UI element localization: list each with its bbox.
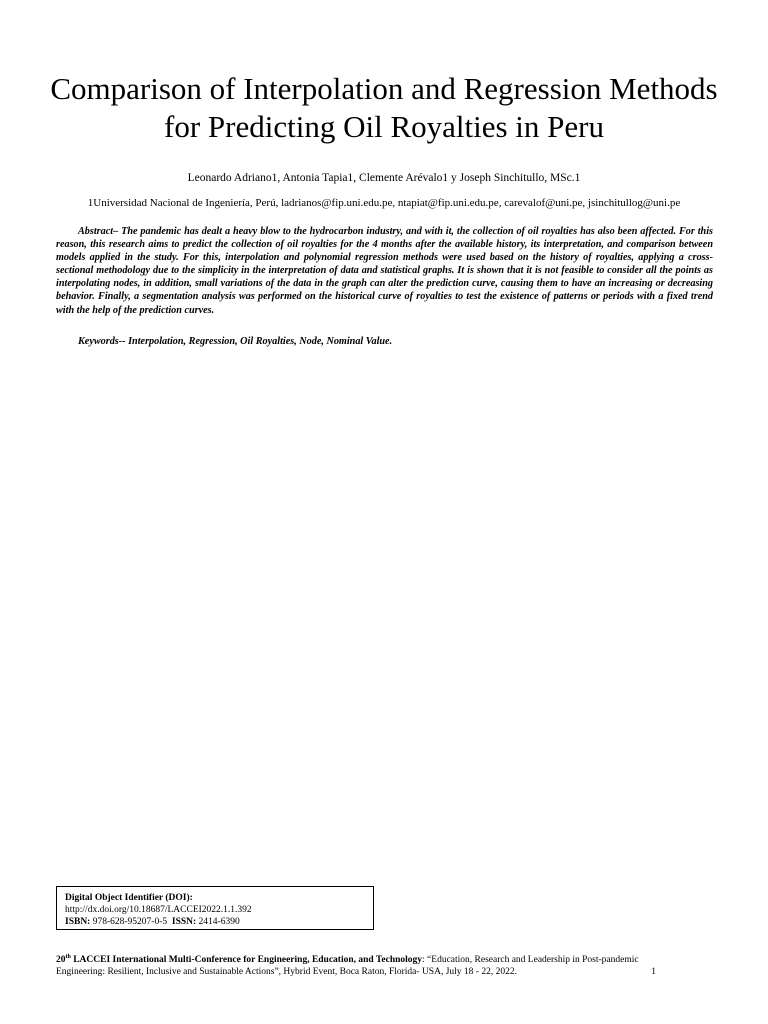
doi-heading: Digital Object Identifier (DOI):	[65, 893, 193, 903]
page-footer	[56, 954, 656, 978]
footer-theme-part2: Engineering: Resilient, Inclusive and Sustainable Actions”, Hybrid Event, Boca Raton, Florida- USA, July 18 - 22, 2022.	[56, 967, 517, 977]
isbn-label: ISBN:	[65, 917, 91, 927]
isbn-value: 978-628-95207-0-5	[92, 917, 168, 927]
abstract: Abstract– The pandemic has dealt a heavy blow to the hydrocarbon industry, and with it, the collection of oil royalties has also been affected. For this reason, this research aims to predict the collection of oil royalties for the 4 months after the available history, its interpretation, and comparison between models applied in the study. For this, interpolation and polynomial regression methods were used based on the history of royalties, applying a cross- sectional methodology due to the simplicity in the interpretation of data and statistical graphs. It is shown that it is not feasible to consider all the points as interpolating nodes, in addition, small variations of the data in the graph can alter the prediction curve, causing them to have an increasing or decreasing behavior. Finally, a segmentation analysis was performed on the historical curve of royalties to test the existence of patterns or periods with a fixed trend with the help of the prediction curves.	[56, 226, 713, 316]
author-affiliation: 1Universidad Nacional de Ingeniería, Perú, ladrianos@fip.uni.edu.pe, ntapiat@fip.uni.edu.pe, carevalof@uni.pe, jsinchitullog@uni.pe	[87, 197, 681, 209]
doi-url: http://dx.doi.org/10.18687/LACCEI2022.1.1.392	[65, 905, 252, 915]
footer-theme-part1: : “Education, Research and Leadership in Post-pandemic	[422, 955, 639, 965]
isbn-issn-line	[65, 916, 365, 928]
footer-edition-suffix: th	[65, 953, 71, 960]
issn-value: 2414-6390	[198, 917, 240, 927]
keywords: Keywords-- Interpolation, Regression, Oil Royalties, Node, Nominal Value.	[78, 336, 393, 347]
doi-box	[56, 886, 374, 930]
issn-label: ISSN:	[171, 917, 197, 927]
author-list: Leonardo Adriano1, Antonia Tapia1, Clemente Arévalo1 y Joseph Sinchitullo, MSc.1	[187, 172, 581, 184]
page-number: 1	[651, 967, 656, 977]
footer-conference-name: LACCEI International Multi-Conference for Engineering, Education, and Technology	[73, 955, 423, 965]
paper-title: Comparison of Interpolation and Regression Methods for Predicting Oil Royalties in Peru	[50, 71, 718, 144]
footer-line-1	[56, 954, 656, 966]
footer-edition: 20	[56, 955, 66, 965]
